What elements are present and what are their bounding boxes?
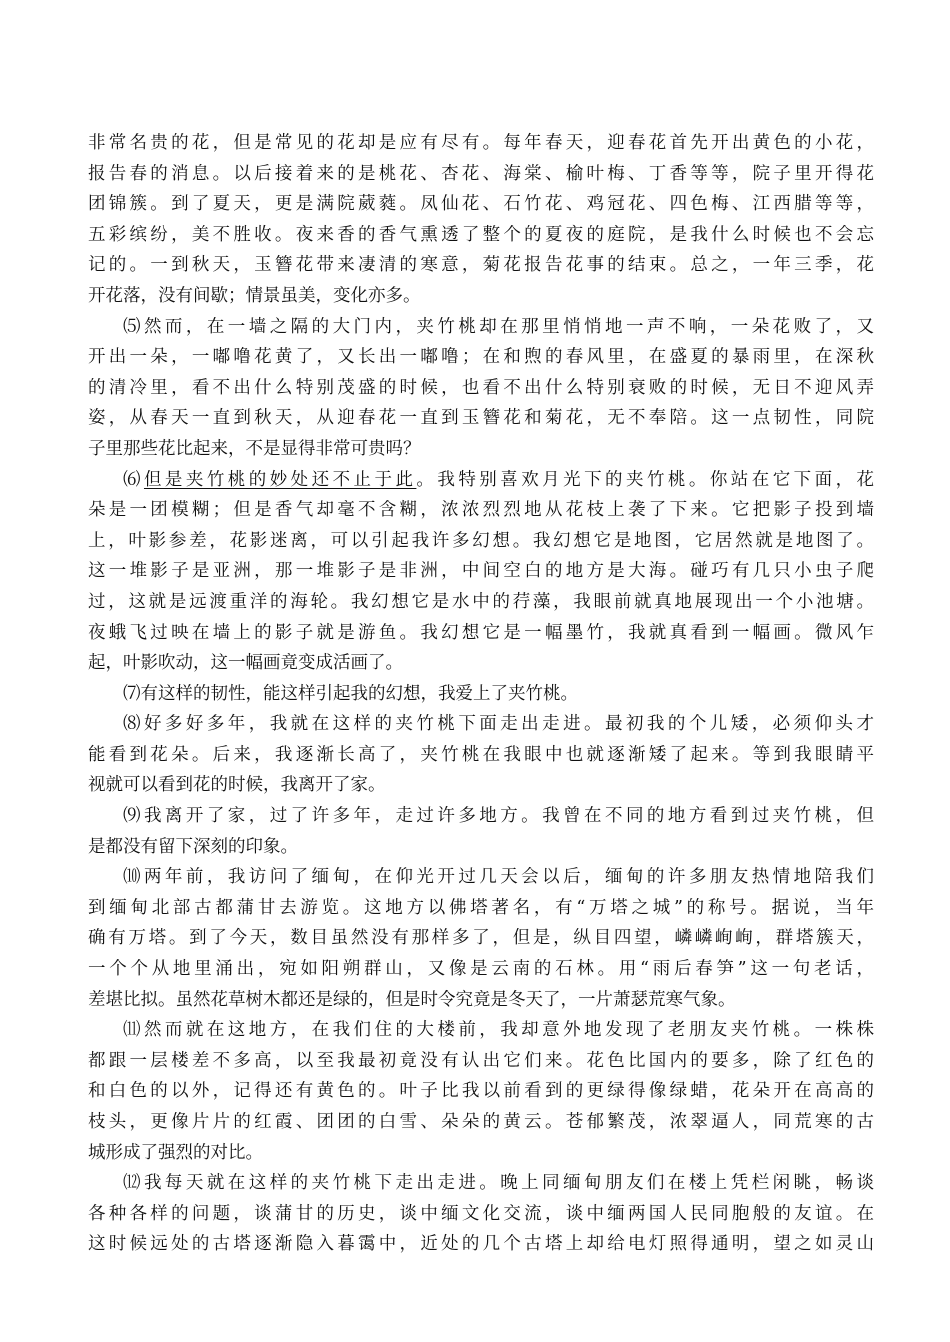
paragraph-4 [88, 128, 874, 312]
text-line: 子里那些花比起来，不是显得非常可贵吗？ [88, 438, 421, 459]
text-segment: 。我特别喜欢月光下的夹竹桃。你站在它下面，花 [416, 469, 875, 490]
text-line: 记的。一到秋天，玉簪花带来凄清的寒意，菊花报告花事的结束。总之，一年三季，花 [88, 255, 874, 276]
paragraph-11 [88, 1015, 874, 1168]
text-line: 和白色的以外，记得还有黄色的。叶子比我以前看到的更绿得像绿蜡，花朵开在高高的 [88, 1081, 874, 1102]
paragraph-7 [88, 679, 874, 710]
text-line: 是都没有留下深刻的印象。 [88, 836, 298, 857]
text-line: ⑻好多好多年，我就在这样的夹竹桃下面走出走进。最初我的个儿矮，必须仰头才 [123, 714, 874, 735]
text-line: ⑾然而就在这地方，在我们住的大楼前，我却意外地发现了老朋友夹竹桃。一株株 [123, 1020, 874, 1041]
paragraph-6 [88, 465, 874, 679]
text-line: 过，这就是远渡重洋的海轮。我幻想它是水中的荇藻，我眼前就真地展现出一个小池塘。 [88, 591, 874, 612]
text-line: 起，叶影吹动，这一幅画竟变成活画了。 [88, 653, 403, 674]
text-line: 能看到花朵。后来，我逐渐长高了，夹竹桃在我眼中也就逐渐矮了起来。等到我眼睛平 [88, 744, 874, 765]
paragraph-10 [88, 862, 874, 1015]
text-line: 夜蛾飞过映在墙上的影子就是游鱼。我幻想它是一幅墨竹，我就真看到一幅画。微风乍 [88, 622, 874, 643]
text-line: ⑺有这样的韧性，能这样引起我的幻想，我爱上了夹竹桃。 [123, 683, 578, 704]
text-line: ⑽两年前，我访问了缅甸，在仰光开过几天会以后，缅甸的许多朋友热情地陪我们 [123, 867, 874, 888]
text-line: 这一堆影子是亚洲，那一堆影子是非洲，中间空白的地方是大海。碰巧有几只小虫子爬 [88, 561, 874, 582]
text-line: 这时候远处的古塔逐渐隐入暮霭中，近处的几个古塔上却给电灯照得通明，望之如灵山 [88, 1234, 874, 1255]
text-line: 五彩缤纷，美不胜收。夜来香的香气熏透了整个的夏夜的庭院，是我什么时候也不会忘 [88, 224, 874, 245]
text-line: 各种各样的问题，谈蒲甘的历史，谈中缅文化交流，谈中缅两国人民同胞般的友谊。在 [88, 1203, 874, 1224]
text-line: 的清冷里，看不出什么特别茂盛的时候，也看不出什么特别衰败的时候，无日不迎风弄 [88, 377, 874, 398]
text-line: ⑸然而，在一墙之隔的大门内，夹竹桃却在那里悄悄地一声不响，一朵花败了，又 [123, 316, 874, 337]
text-line: 开花落，没有间歇；情景虽美，变化亦多。 [88, 285, 421, 306]
text-line: 姿，从春天一直到秋天，从迎春花一直到玉簪花和菊花，无不奉陪。这一点韧性，同院 [88, 408, 874, 429]
text-line: ⑼我离开了家，过了许多年，走过许多地方。我曾在不同的地方看到过夹竹桃，但 [123, 806, 874, 827]
underlined-sentence: 但是夹竹桃的妙处还不止于此 [143, 469, 417, 490]
paragraph-9 [88, 801, 874, 862]
text-line: ⑿我每天就在这样的夹竹桃下走出走进。晚上同缅甸朋友们在楼上凭栏闲眺，畅谈 [123, 1173, 874, 1194]
text-line: 非常名贵的花，但是常见的花却是应有尽有。每年春天，迎春花首先开出黄色的小花， [88, 133, 874, 153]
text-line: 枝头，更像片片的红霞、团团的白雪、朵朵的黄云。苍郁繁茂，浓翠逼人，同荒寒的古 [88, 1112, 874, 1132]
text-line: 上，叶影参差，花影迷离，可以引起我许多幻想。我幻想它是地图，它居然就是地图了。 [88, 530, 874, 551]
paragraph-8 [88, 709, 874, 801]
paragraph-12 [88, 1168, 874, 1260]
text-line: 到缅甸北部古都蒲甘去游览。这地方以佛塔著名，有“万塔之城”的称号。据说，当年 [88, 897, 874, 918]
text-line: 报告春的消息。以后接着来的是桃花、杏花、海棠、榆叶梅、丁香等等，院子里开得花 [88, 163, 874, 184]
text-line: 城形成了强烈的对比。 [88, 1142, 263, 1163]
text-line: 视就可以看到花的时候，我离开了家。 [88, 775, 386, 796]
text-line: 一个个从地里涌出，宛如阳朔群山，又像是云南的石林。用“雨后春笋”这一句老话， [88, 959, 874, 980]
text-line [88, 465, 874, 496]
text-line: 开出一朵，一嘟噜花黄了，又长出一嘟噜；在和煦的春风里，在盛夏的暴雨里，在深秋 [88, 347, 874, 368]
text-line: 都跟一层楼差不多高，以至我最初竟没有认出它们来。花色比国内的要多，除了红色的 [88, 1050, 874, 1071]
text-line: 朵是一团模糊；但是香气却毫不含糊，浓浓烈烈地从花枝上袭了下来。它把影子投到墙 [88, 500, 874, 521]
text-line: 差堪比拟。虽然花草树木都还是绿的，但是时令究竟是冬天了，一片萧瑟荒寒气象。 [88, 989, 736, 1010]
paragraph-5 [88, 312, 874, 465]
text-line: 确有万塔。到了今天，数目虽然没有那样多了，但是，纵目四望，嶙嶙峋峋，群塔簇天， [88, 928, 874, 949]
paragraph-marker: ⑹ [123, 469, 144, 490]
text-line: 团锦簇。到了夏天，更是满院葳蕤。凤仙花、石竹花、鸡冠花、四色梅、江西腊等等， [88, 194, 874, 215]
document-page [88, 128, 874, 1260]
